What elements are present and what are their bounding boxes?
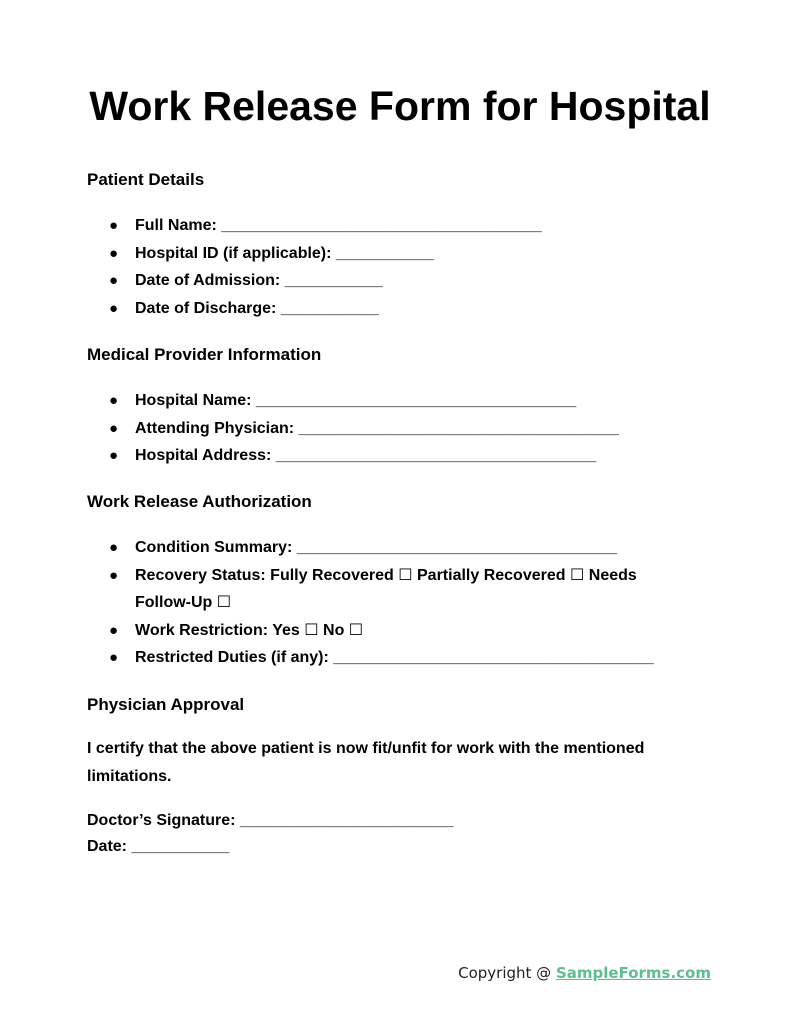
full-name-blank[interactable]: ____________________________________ — [221, 217, 542, 234]
bullet-icon: ● — [109, 649, 119, 666]
attending-physician-blank[interactable]: ____________________________________ — [298, 419, 619, 437]
field-label: Date: — [87, 838, 128, 855]
discharge-date-blank[interactable]: ___________ — [280, 299, 379, 317]
approval-date-field[interactable] — [87, 835, 229, 859]
provider-info-list — [87, 387, 667, 470]
doctor-signature-blank[interactable]: ________________________ — [239, 812, 454, 829]
admission-date-blank[interactable]: ___________ — [284, 272, 383, 289]
authorization-list — [87, 534, 667, 672]
work-restriction-field[interactable] — [87, 617, 667, 645]
field-label: Hospital ID (if applicable): — [135, 244, 332, 262]
bullet-icon: ● — [109, 539, 119, 556]
bullet-icon: ● — [109, 299, 119, 317]
full-name-field[interactable] — [87, 212, 667, 240]
doctor-signature-field[interactable] — [87, 809, 453, 833]
field-label: Hospital Address: — [135, 447, 272, 464]
patient-details-heading: Patient Details — [87, 170, 205, 189]
bullet-icon: ● — [109, 621, 119, 639]
bullet-icon: ● — [109, 244, 119, 262]
physician-approval-heading: Physician Approval — [87, 695, 245, 714]
copyright-prefix: Copyright @ — [458, 964, 552, 982]
hospital-name-field[interactable] — [87, 387, 667, 415]
sampleforms-link[interactable]: SampleForms.com — [555, 964, 711, 982]
field-label: Condition Summary: — [135, 539, 293, 556]
hospital-address-field[interactable] — [87, 442, 667, 470]
field-label: Full Name: — [135, 217, 217, 234]
field-label: Date of Admission: — [135, 272, 281, 289]
bullet-icon: ● — [109, 272, 119, 289]
condition-summary-blank[interactable]: ____________________________________ — [296, 539, 618, 556]
certification-statement: I certify that the above patient is now fit/unfit for work with the mentioned limitations. — [87, 740, 645, 785]
recovery-status-text[interactable]: Recovery Status: Fully Recovered ☐ Partially Recovered ☐ Needs Follow-Up ☐ — [135, 566, 637, 611]
discharge-date-field[interactable] — [87, 295, 667, 323]
admission-date-field[interactable] — [87, 267, 667, 295]
bullet-icon: ● — [109, 392, 119, 409]
patient-details-list — [87, 212, 667, 322]
work-restriction-text[interactable]: Work Restriction: Yes ☐ No ☐ — [135, 621, 364, 639]
field-label: Restricted Duties (if any): — [135, 649, 329, 666]
restricted-duties-field[interactable] — [87, 644, 667, 672]
bullet-icon: ● — [109, 566, 119, 584]
hospital-id-blank[interactable]: ___________ — [335, 244, 434, 262]
provider-info-heading: Medical Provider Information — [87, 345, 322, 364]
restricted-duties-blank[interactable]: ____________________________________ — [333, 649, 654, 666]
copyright-footer — [458, 962, 711, 984]
hospital-name-blank[interactable]: ____________________________________ — [255, 392, 577, 409]
field-label: Doctor’s Signature: — [87, 812, 236, 829]
bullet-icon: ● — [109, 419, 119, 437]
bullet-icon: ● — [109, 217, 119, 234]
hospital-id-field[interactable] — [87, 240, 667, 268]
bullet-icon: ● — [109, 447, 119, 464]
field-label: Attending Physician: — [135, 419, 295, 437]
attending-physician-field[interactable] — [87, 415, 667, 443]
recovery-status-field[interactable] — [87, 562, 667, 617]
field-label: Date of Discharge: — [135, 299, 277, 317]
page-title: Work Release Form for Hospital — [89, 83, 711, 129]
field-label: Hospital Name: — [135, 392, 252, 409]
approval-date-blank[interactable]: ___________ — [131, 838, 230, 855]
hospital-address-blank[interactable]: ____________________________________ — [275, 447, 597, 464]
condition-summary-field[interactable] — [87, 534, 667, 562]
work-release-authorization-heading: Work Release Authorization — [87, 492, 312, 511]
